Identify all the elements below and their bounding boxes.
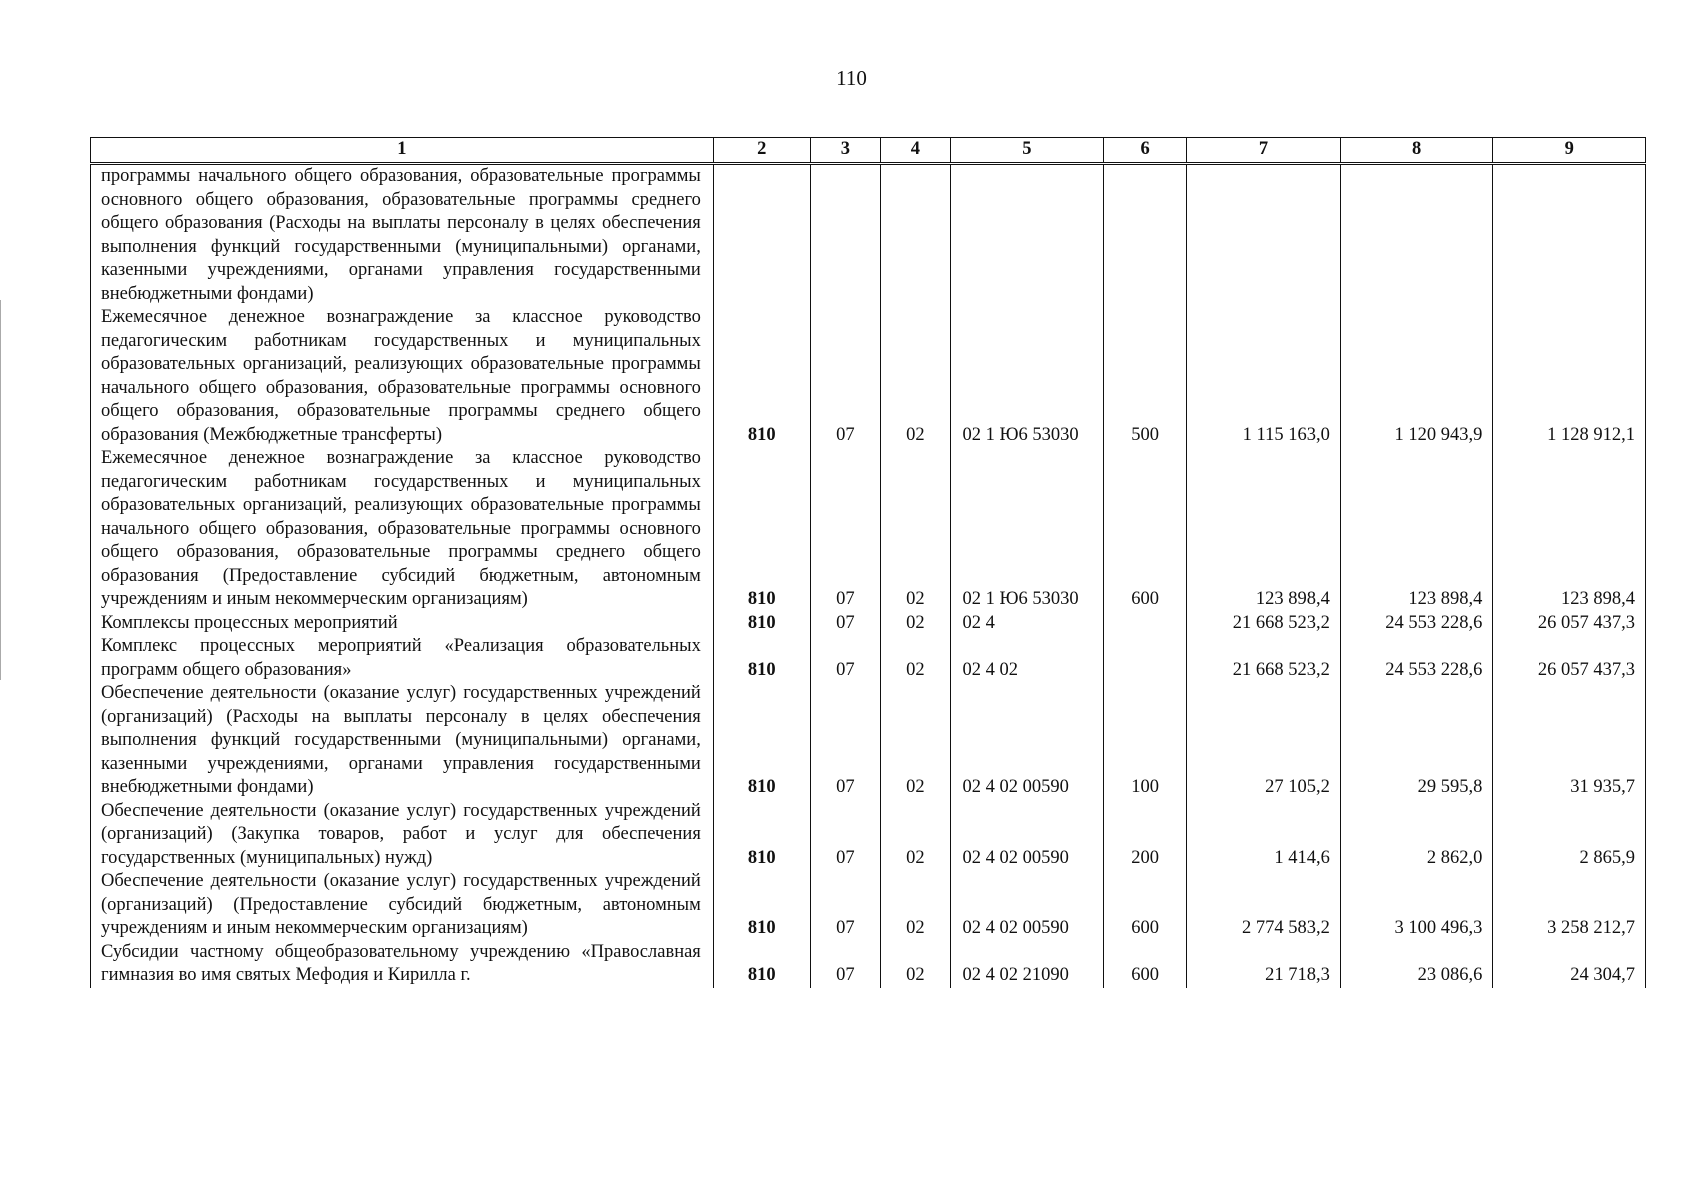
column-header: 2 (713, 138, 810, 164)
cell-subsection: 02 (881, 612, 950, 636)
column-header: 1 (91, 138, 714, 164)
column-header: 9 (1493, 138, 1646, 164)
cell-amount-col7: 1 414,6 (1187, 800, 1341, 871)
cell-section: 07 (810, 635, 880, 682)
cell-section: 07 (810, 682, 880, 800)
table-row (91, 306, 1646, 447)
table-row (91, 447, 1646, 612)
cell-amount-col9: 24 304,7 (1493, 941, 1646, 988)
row-description: Обеспечение деятельности (оказание услуг) государственных учреждений (организаций) (Закупка товаров, работ и услуг для обеспечения государственных (муниципальных) нужд) (91, 800, 714, 871)
cell-section: 07 (810, 612, 880, 636)
cell-expense-type: 600 (1104, 447, 1187, 612)
cell-amount-col9: 26 057 437,3 (1493, 635, 1646, 682)
row-description: Комплекс процессных мероприятий «Реализация образовательных программ общего образования» (91, 635, 714, 682)
cell-amount-col8: 24 553 228,6 (1340, 612, 1493, 636)
cell-amount-col8: 1 120 943,9 (1340, 306, 1493, 447)
cell-amount-col8 (1340, 164, 1493, 307)
table-row (91, 941, 1646, 988)
cell-target-article: 02 1 Ю6 53030 (950, 306, 1104, 447)
cell-amount-col7 (1187, 164, 1341, 307)
row-description: Обеспечение деятельности (оказание услуг) государственных учреждений (организаций) (Предоставление субсидий бюджетным, автономным учреждениям и иным некоммерческим организациям) (91, 870, 714, 941)
cell-amount-col7: 21 718,3 (1187, 941, 1341, 988)
cell-code: 810 (713, 612, 810, 636)
column-header: 5 (950, 138, 1104, 164)
cell-subsection: 02 (881, 447, 950, 612)
cell-target-article: 02 4 02 00590 (950, 870, 1104, 941)
cell-amount-col7: 2 774 583,2 (1187, 870, 1341, 941)
cell-code (713, 164, 810, 307)
cell-amount-col8: 123 898,4 (1340, 447, 1493, 612)
column-header: 4 (881, 138, 950, 164)
cell-amount-col7: 21 668 523,2 (1187, 612, 1341, 636)
cell-amount-col8: 24 553 228,6 (1340, 635, 1493, 682)
row-description: Ежемесячное денежное вознаграждение за классное руководство педагогическим работникам государственных и муниципальных образовательных организаций, реализующих образовательные программы начального общего образования, образовательные программы основного общего образования, образовательные программы среднего общего образования (Межбюджетные трансферты) (91, 306, 714, 447)
row-description: Обеспечение деятельности (оказание услуг) государственных учреждений (организаций) (Расходы на выплаты персоналу в целях обеспечения выполнения функций государственными (муниципальными) органами, казенными учреждениями, органами управления государственными внебюджетными фондами) (91, 682, 714, 800)
cell-section: 07 (810, 447, 880, 612)
cell-target-article: 02 4 02 00590 (950, 800, 1104, 871)
cell-amount-col7: 1 115 163,0 (1187, 306, 1341, 447)
row-description: Субсидии частному общеобразовательному учреждению «Православная гимназия во имя святых Мефодия и Кирилла г. (91, 941, 714, 988)
cell-code: 810 (713, 682, 810, 800)
page-number: 110 (836, 66, 867, 90)
cell-amount-col8: 2 862,0 (1340, 800, 1493, 871)
cell-subsection: 02 (881, 800, 950, 871)
cell-amount-col9: 2 865,9 (1493, 800, 1646, 871)
cell-amount-col7: 21 668 523,2 (1187, 635, 1341, 682)
cell-subsection: 02 (881, 941, 950, 988)
table-row (91, 612, 1646, 636)
cell-amount-col8: 29 595,8 (1340, 682, 1493, 800)
cell-subsection: 02 (881, 870, 950, 941)
cell-code: 810 (713, 870, 810, 941)
column-header: 6 (1104, 138, 1187, 164)
table-row (91, 870, 1646, 941)
cell-target-article: 02 4 02 (950, 635, 1104, 682)
column-header: 3 (810, 138, 880, 164)
cell-amount-col9: 26 057 437,3 (1493, 612, 1646, 636)
cell-code: 810 (713, 941, 810, 988)
column-header: 7 (1187, 138, 1341, 164)
cell-code: 810 (713, 635, 810, 682)
cell-expense-type: 600 (1104, 870, 1187, 941)
cell-subsection: 02 (881, 306, 950, 447)
cell-amount-col7: 123 898,4 (1187, 447, 1341, 612)
row-description: программы начального общего образования, образовательные программы основного общего образования, образовательные программы среднего общего образования (Расходы на выплаты персоналу в целях обеспечения выполнения функций государственными (муниципальными) органами, казенными учреждениями, органами управления государственными внебюджетными фондами) (91, 164, 714, 307)
cell-target-article (950, 164, 1104, 307)
cell-expense-type: 200 (1104, 800, 1187, 871)
cell-expense-type (1104, 164, 1187, 307)
cell-amount-col7: 27 105,2 (1187, 682, 1341, 800)
cell-code: 810 (713, 306, 810, 447)
cell-expense-type: 500 (1104, 306, 1187, 447)
cell-expense-type (1104, 612, 1187, 636)
cell-code: 810 (713, 447, 810, 612)
budget-table (90, 137, 1646, 988)
cell-section: 07 (810, 306, 880, 447)
cell-target-article: 02 4 02 00590 (950, 682, 1104, 800)
cell-section (810, 164, 880, 307)
cell-amount-col9: 123 898,4 (1493, 447, 1646, 612)
cell-amount-col9: 3 258 212,7 (1493, 870, 1646, 941)
cell-expense-type: 600 (1104, 941, 1187, 988)
table-row (91, 682, 1646, 800)
cell-code: 810 (713, 800, 810, 871)
cell-amount-col8: 3 100 496,3 (1340, 870, 1493, 941)
cell-amount-col9: 31 935,7 (1493, 682, 1646, 800)
cell-target-article: 02 4 02 21090 (950, 941, 1104, 988)
table-row (91, 635, 1646, 682)
cell-subsection: 02 (881, 682, 950, 800)
cell-section: 07 (810, 800, 880, 871)
cell-subsection (881, 164, 950, 307)
cell-subsection: 02 (881, 635, 950, 682)
cell-target-article: 02 1 Ю6 53030 (950, 447, 1104, 612)
row-description: Ежемесячное денежное вознаграждение за классное руководство педагогическим работникам государственных и муниципальных образовательных организаций, реализующих образовательные программы начального общего образования, образовательные программы основного общего образования, образовательные программы среднего общего образования (Предоставление субсидий бюджетным, автономным учреждениям и иным некоммерческим организациям) (91, 447, 714, 612)
row-description: Комплексы процессных мероприятий (91, 612, 714, 636)
cell-target-article: 02 4 (950, 612, 1104, 636)
cell-expense-type (1104, 635, 1187, 682)
cell-amount-col8: 23 086,6 (1340, 941, 1493, 988)
cell-amount-col9: 1 128 912,1 (1493, 306, 1646, 447)
cell-section: 07 (810, 870, 880, 941)
cell-expense-type: 100 (1104, 682, 1187, 800)
table-row (91, 164, 1646, 307)
cell-section: 07 (810, 941, 880, 988)
scan-edge-mark (0, 300, 1, 680)
header-row (91, 138, 1646, 164)
table-row (91, 800, 1646, 871)
column-header: 8 (1340, 138, 1493, 164)
cell-amount-col9 (1493, 164, 1646, 307)
